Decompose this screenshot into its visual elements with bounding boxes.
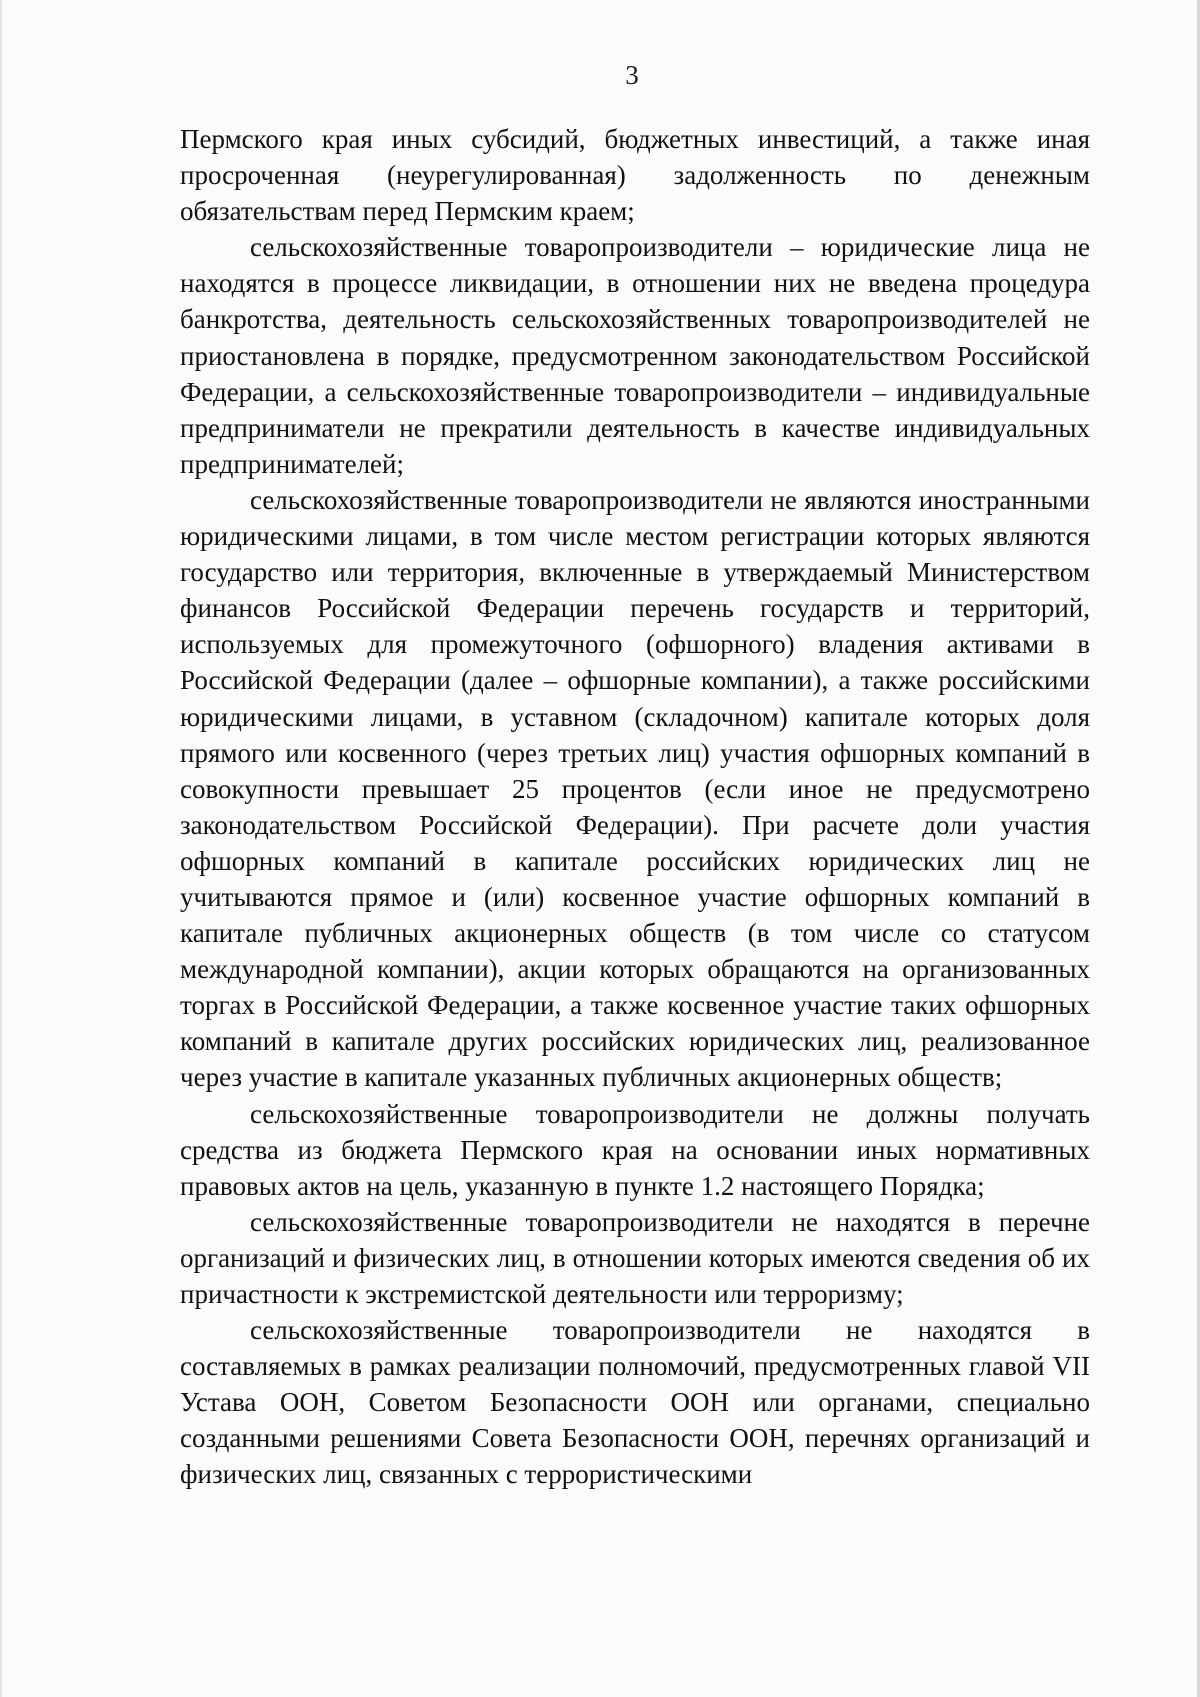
page-number: 3 bbox=[625, 60, 639, 90]
paragraph-extremism-list: сельскохозяйственные товаропроизводители не находятся в перечне организаций и физических лиц, в отношении которых имеются сведения об их причастности к экстремистской деятельности или терроризму; bbox=[180, 1206, 1090, 1309]
document-body bbox=[180, 121, 1090, 1493]
paragraph-liquidation: сельскохозяйственные товаропроизводители – юридические лица не находятся в процессе ликвидации, в отношении них не введена процедура банкротства, деятельность сельскохозяйственных товаропроизводителей не приостановлена в порядке, предусмотренном законодательством Российской Федерации, а сельскохозяйственные товаропроизводители – индивидуальные предприниматели не прекратили деятельность в качестве индивидуальных предпринимателей; bbox=[180, 232, 1090, 479]
paragraph-un-lists: сельскохозяйственные товаропроизводители не находятся в составляемых в рамках реализации полномочий, предусмотренных главой VII Устава ООН, Советом Безопасности ООН или органами, специально созданными решениями Совета Безопасности ООН, перечнях организаций и физических лиц, связанных с террористическими bbox=[180, 1315, 1090, 1490]
paragraph-budget-funds: сельскохозяйственные товаропроизводители не должны получать средства из бюджета Пермского края на основании иных нормативных правовых актов на цель, указанную в пункте 1.2 настоящего Порядка; bbox=[180, 1098, 1090, 1201]
paragraph-offshore: сельскохозяйственные товаропроизводители не являются иностранными юридическими лицами, в том числе местом регистрации которых являются государство или территория, включенные в утверждаемый Министерством финансов Российской Федерации перечень государств и территорий, используемых для промежуточного (офшорного) владения активами в Российской Федерации (далее – офшорные компании), а также российскими юридическими лицами, в уставном (складочном) капитале которых доля прямого или косвенного (через третьих лиц) участия офшорных компаний в совокупности превышает 25 процентов (если иное не предусмотрено законодательством Российской Федерации). При расчете доли участия офшорных компаний в капитале российских юридических лиц не учитываются прямое и (или) косвенное участие офшорных компаний в капитале публичных акционерных обществ (в том числе со статусом международной компании), акции которых обращаются на организованных торгах в Российской Федерации, а также косвенное участие таких офшорных компаний в капитале других российских юридических лиц, реализованное через участие в капитале указанных публичных акционерных обществ; bbox=[180, 484, 1090, 1093]
paragraph-continuation: Пермского края иных субсидий, бюджетных инвестиций, а также иная просроченная (неурегулированная) задолженность по денежным обязательствам перед Пермским краем; bbox=[180, 124, 1090, 227]
